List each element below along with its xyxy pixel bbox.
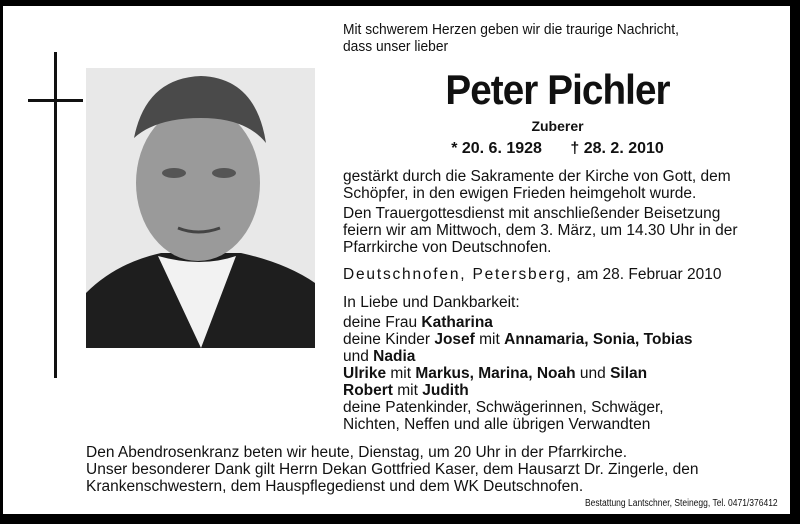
footer-text: [86, 444, 699, 495]
intro-line: dass unser lieber: [343, 38, 449, 55]
text: und: [575, 365, 611, 382]
body-line: gestärkt durch die Sakramente der Kirche von Gott, dem: [343, 168, 731, 185]
mourner-line: [343, 331, 692, 348]
text: und: [343, 348, 374, 365]
intro-line: Mit schwerem Herzen geben wir die traurige Nachricht,: [343, 21, 679, 38]
mourner-line: [343, 348, 692, 365]
text: deine Kinder: [343, 331, 435, 348]
body-line: Schöpfer, in den ewigen Frieden heimgeholt wurde.: [343, 185, 697, 202]
mourners-intro: In Liebe und Dankbarkeit:: [343, 294, 520, 311]
cross-icon-bar: [28, 99, 83, 102]
name: Katharina: [421, 314, 493, 331]
birth-date: * 20. 6. 1928: [451, 140, 542, 157]
intro-text: [343, 21, 679, 55]
portrait-photo: [86, 68, 315, 348]
date: am 28. Februar 2010: [572, 266, 722, 283]
notice-body: [343, 168, 768, 256]
body-line: Den Trauergottesdienst mit anschließender Beisetzung: [343, 205, 721, 222]
deceased-name: Peter Pichler: [445, 66, 670, 113]
name: Robert: [343, 382, 393, 399]
mourner-line: Nichten, Neffen und alle übrigen Verwandten: [343, 416, 651, 433]
name: Judith: [422, 382, 469, 399]
death-date: † 28. 2. 2010: [570, 140, 664, 157]
place: Deutschnofen, Petersberg,: [343, 266, 573, 283]
mourner-line: [343, 314, 692, 331]
name: Annamaria, Sonia, Tobias: [504, 331, 693, 348]
nickname: Zuberer: [531, 118, 584, 134]
name: Nadia: [373, 348, 416, 365]
name: Silan: [610, 365, 648, 382]
name: Ulrike: [343, 365, 387, 382]
name: Markus, Marina, Noah: [415, 365, 576, 382]
place-date: [343, 266, 721, 283]
footer-line: Krankenschwestern, dem Hauspflegedienst und dem WK Deutschnofen.: [86, 478, 584, 495]
body-line: Pfarrkirche von Deutschnofen.: [343, 239, 552, 256]
text: mit: [386, 365, 416, 382]
mourner-line: [343, 382, 692, 399]
undertaker-credit: Bestattung Lantschner, Steinegg, Tel. 0471/376412: [585, 498, 778, 509]
name: Josef: [434, 331, 475, 348]
footer-line: Unser besonderer Dank gilt Herrn Dekan Gottfried Kaser, dem Hausarzt Dr. Zingerle, den: [86, 461, 699, 478]
text: deine Frau: [343, 314, 422, 331]
body-line: feiern wir am Mittwoch, dem 3. März, um 14.30 Uhr in der: [343, 222, 738, 239]
text: mit: [474, 331, 505, 348]
mourner-line: deine Patenkinder, Schwägerinnen, Schwäger,: [343, 399, 664, 416]
life-dates: [330, 140, 785, 158]
mourner-line: [343, 365, 692, 382]
text: mit: [392, 382, 423, 399]
footer-line: Den Abendrosenkranz beten wir heute, Dienstag, um 20 Uhr in der Pfarrkirche.: [86, 444, 628, 461]
mourners-list: [343, 294, 692, 433]
